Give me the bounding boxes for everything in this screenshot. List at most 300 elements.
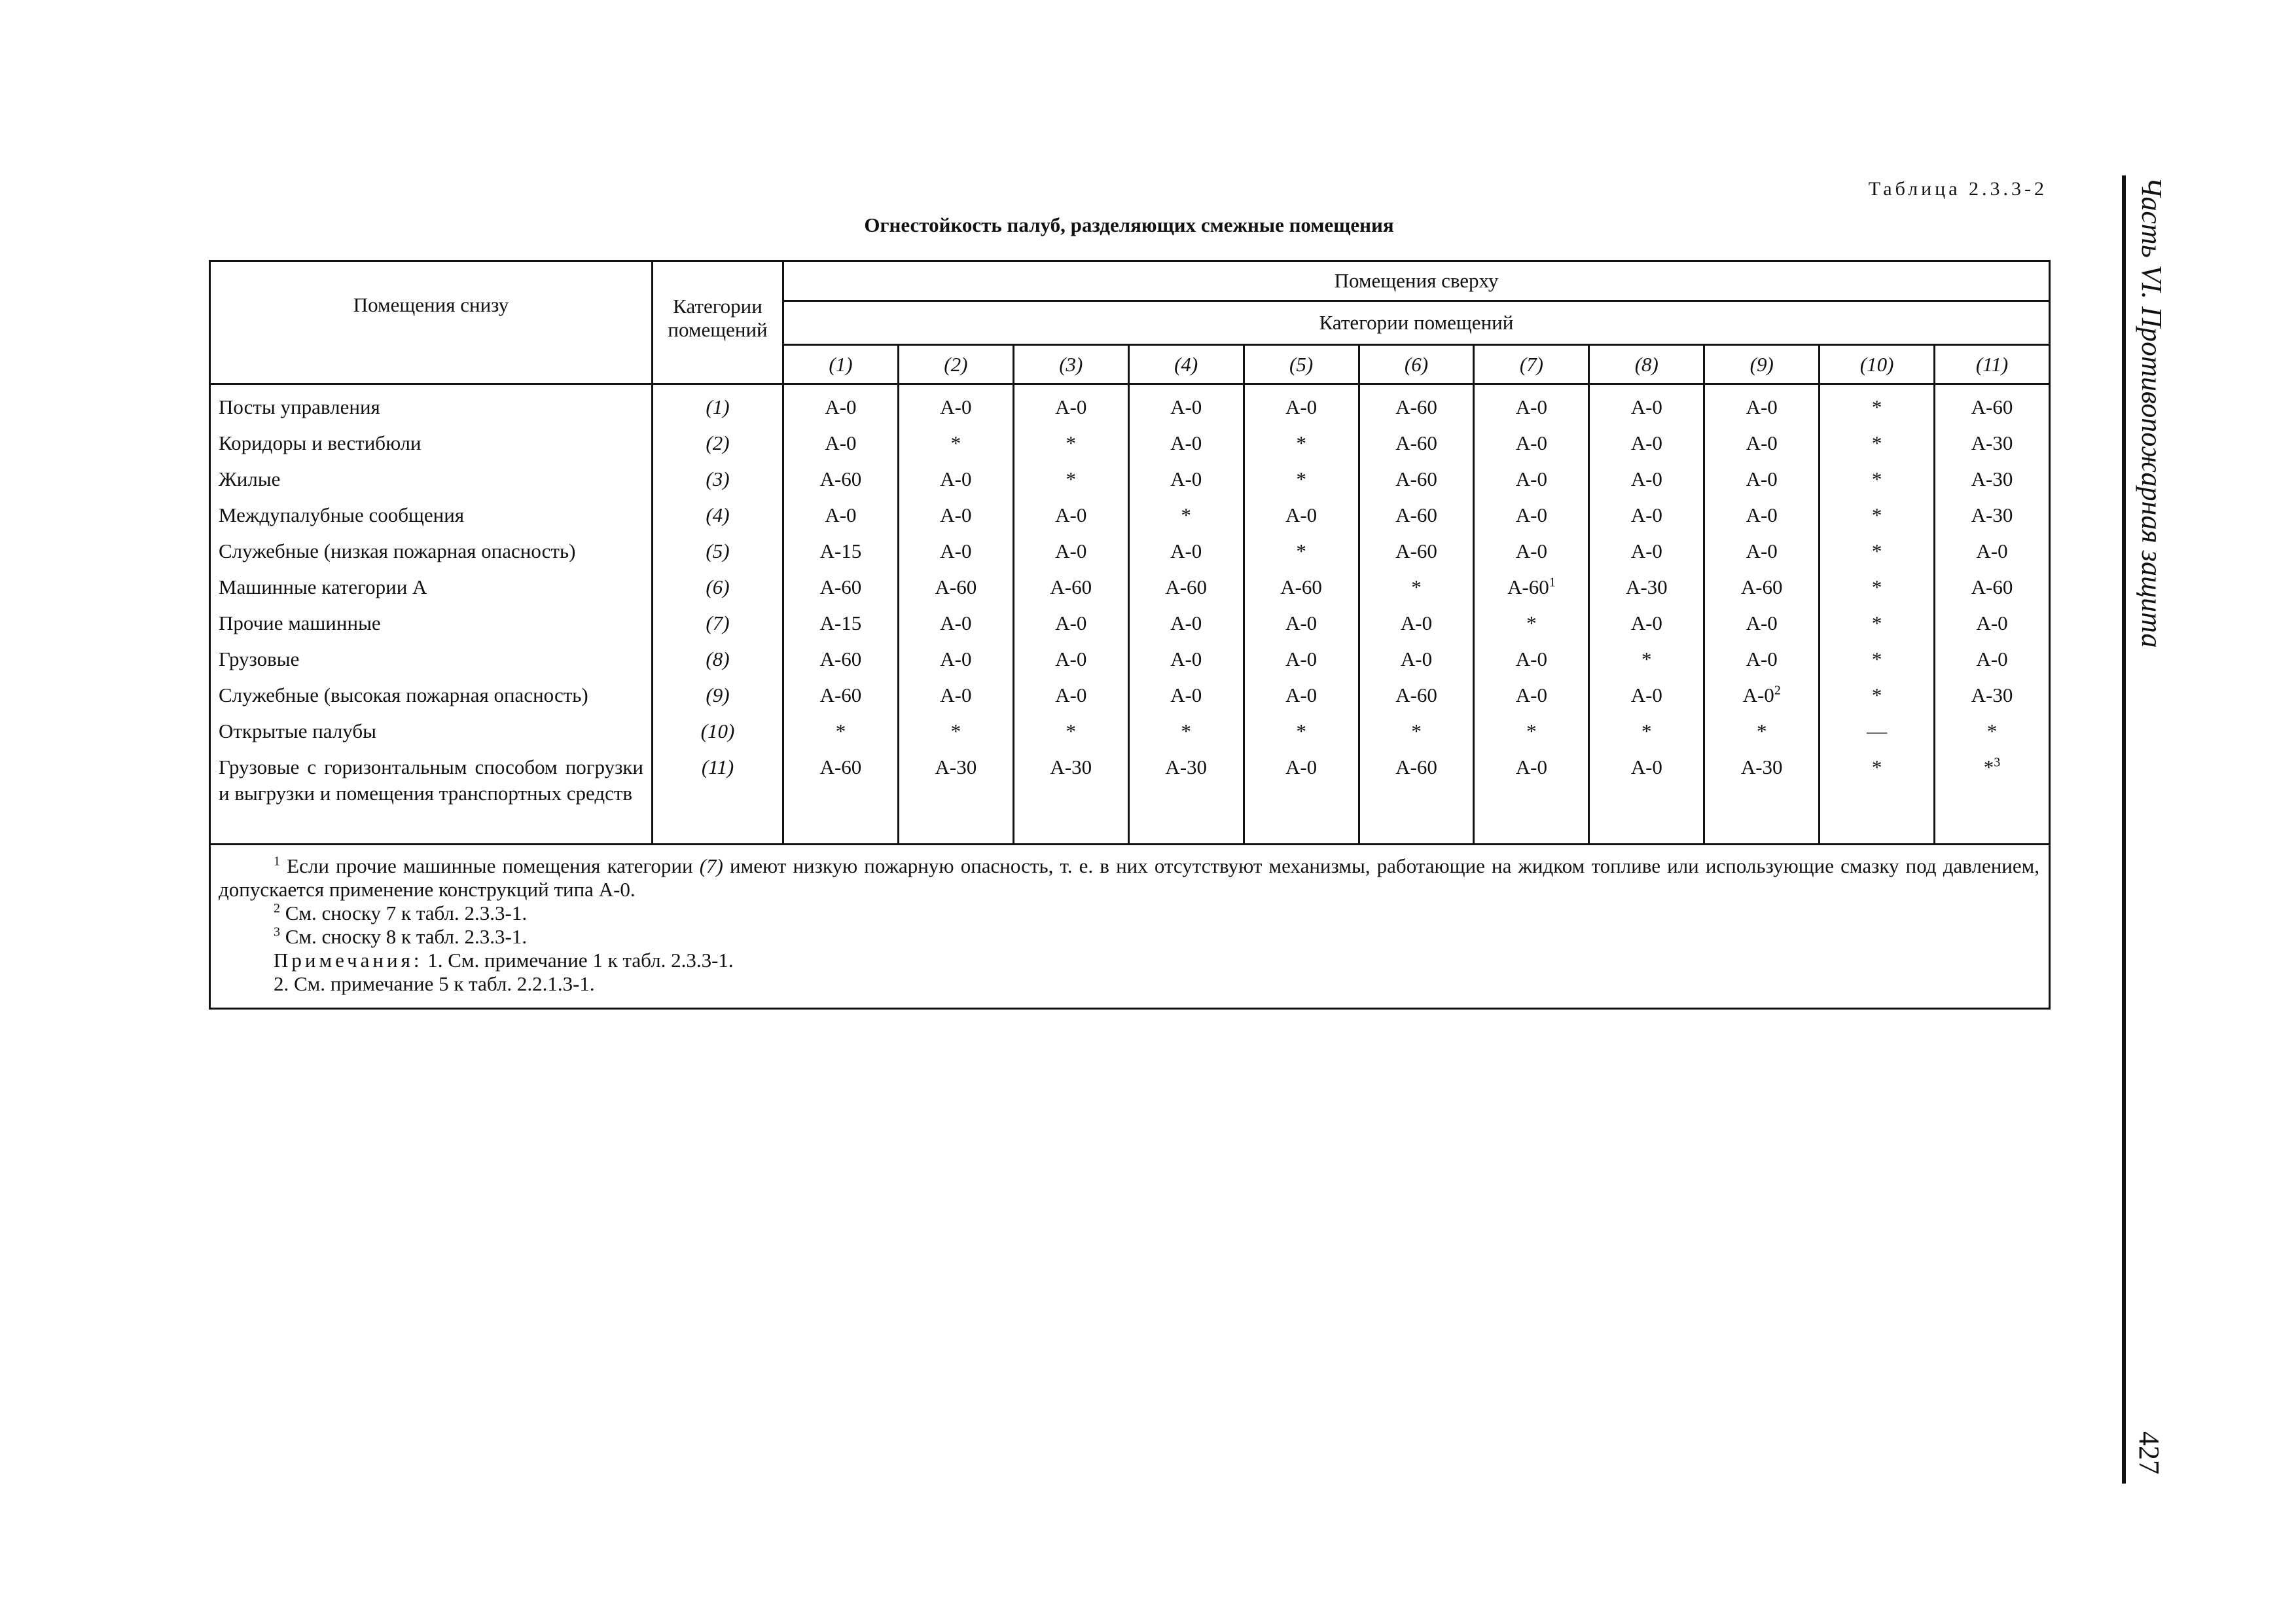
room-name: Открытые палубы — [210, 713, 653, 749]
rating-cell — [1704, 605, 1820, 641]
rating-cell — [1128, 677, 1244, 713]
rating-value: A-60 — [1280, 575, 1322, 598]
rating-cell — [898, 677, 1013, 713]
rating-cell — [1820, 533, 1935, 569]
rating-cell — [1128, 461, 1244, 497]
rating-value: A-0 — [1515, 539, 1547, 562]
rating-value: A-0 — [1630, 756, 1662, 778]
rating-value: A-15 — [819, 611, 862, 634]
rating-cell — [1589, 641, 1704, 677]
rating-value: A-0 — [1630, 611, 1662, 634]
column-number: (11) — [1935, 345, 2050, 384]
rating-value: A-30 — [935, 756, 977, 778]
rating-value: A-60 — [1740, 575, 1783, 598]
rating-value: A-60 — [819, 756, 862, 778]
rating-value: A-0 — [1055, 503, 1087, 526]
rating-cell — [1474, 384, 1589, 426]
rating-value: A-0 — [1170, 539, 1202, 562]
rating-value: * — [950, 720, 961, 742]
rating-value: A-0 — [940, 503, 972, 526]
rating-value: * — [1066, 431, 1077, 454]
rating-value: A-0 — [1285, 756, 1318, 778]
rating-cell — [783, 677, 899, 713]
room-category: (2) — [653, 425, 783, 461]
rating-value: A-60 — [1395, 467, 1437, 490]
rating-value: A-0 — [1746, 467, 1778, 490]
room-category: (11) — [653, 749, 783, 845]
running-title: Часть VI. Противопожарная защита — [2136, 177, 2168, 648]
rating-value: A-0 — [1285, 395, 1318, 418]
rating-cell — [1704, 677, 1820, 713]
rating-cell — [1359, 461, 1474, 497]
room-name: Междупалубные сообщения — [210, 497, 653, 533]
remark-2: 2. См. примечание 5 к табл. 2.2.1.3-1. — [274, 972, 595, 995]
rating-cell — [1589, 497, 1704, 533]
rating-value: * — [950, 431, 961, 454]
rating-cell — [1704, 384, 1820, 426]
rating-cell — [1704, 641, 1820, 677]
rating-value: A-60 — [1395, 503, 1437, 526]
rating-cell — [1474, 605, 1589, 641]
rating-value: * — [1181, 503, 1191, 526]
rating-cell — [1244, 425, 1359, 461]
rating-cell — [783, 641, 899, 677]
rating-cell — [1935, 533, 2050, 569]
rating-value: * — [1181, 720, 1191, 742]
rating-value: A-0 — [1746, 647, 1778, 670]
rating-value: A-0 — [940, 611, 972, 634]
rating-value: * — [1871, 647, 1882, 670]
column-number: (10) — [1820, 345, 1935, 384]
rating-cell — [1589, 749, 1704, 845]
rating-cell — [1820, 461, 1935, 497]
rating-cell — [1244, 461, 1359, 497]
rating-value: A-0 — [825, 431, 857, 454]
rating-cell — [1359, 569, 1474, 605]
rating-cell — [898, 641, 1013, 677]
rating-value: A-0 — [1746, 539, 1778, 562]
rating-cell — [1359, 605, 1474, 641]
rating-cell — [1128, 425, 1244, 461]
rating-value: A-0 — [1976, 611, 2008, 634]
rating-value: A-0 — [1746, 431, 1778, 454]
rating-value: A-0 — [1400, 647, 1433, 670]
rating-value: * — [835, 720, 846, 742]
rating-value: A-0 — [1630, 503, 1662, 526]
room-category: (7) — [653, 605, 783, 641]
rating-value: A-60 — [1395, 539, 1437, 562]
rating-cell — [1474, 497, 1589, 533]
remarks-label: Примечания: — [274, 949, 423, 972]
rating-value: * — [1296, 539, 1306, 562]
rating-cell — [1704, 497, 1820, 533]
footnote-1: $^1$ Если прочие машинные помещения категории (7) имеют низкую пожарную опасность, т. е. в них отсутствуют механизмы, работающие на жидком топливе или использующие смазку под давлением, допускается применение конструкций типа А-0. — [219, 854, 2040, 901]
rating-cell — [1704, 569, 1820, 605]
rating-value: * — [1871, 395, 1882, 418]
column-number: (8) — [1589, 345, 1704, 384]
rating-value: A-0 — [1285, 684, 1318, 706]
rating-cell — [1935, 497, 2050, 533]
rating-value: A-0 — [1515, 684, 1547, 706]
rating-value: A-0 — [1515, 395, 1547, 418]
rating-value: * — [1871, 467, 1882, 490]
rating-cell — [1013, 713, 1128, 749]
rating-value: A-60 — [1395, 756, 1437, 778]
rating-cell — [1474, 533, 1589, 569]
room-name: Грузовые — [210, 641, 653, 677]
footnote-ref: 1 — [1549, 575, 1556, 590]
rating-cell — [1474, 425, 1589, 461]
rating-cell — [783, 497, 899, 533]
column-number: (1) — [783, 345, 899, 384]
room-category: (1) — [653, 384, 783, 426]
rating-value: A-0 — [1055, 647, 1087, 670]
rating-cell — [1359, 533, 1474, 569]
column-number: (3) — [1013, 345, 1128, 384]
rating-cell — [1013, 605, 1128, 641]
rating-value: A-0 — [1170, 647, 1202, 670]
room-name: Грузовые с горизонтальным способом погрузки и выгрузки и помещения транспортных средств — [210, 749, 653, 845]
rating-cell — [1359, 677, 1474, 713]
rating-value: A-60 — [1395, 395, 1437, 418]
remark-1: Примечания: 1. См. примечание 1 к табл. 2.3.3-1. — [274, 949, 734, 972]
table-row — [210, 384, 2050, 426]
table-row — [210, 497, 2050, 533]
rating-cell — [1820, 713, 1935, 749]
column-number: (5) — [1244, 345, 1359, 384]
room-category: (9) — [653, 677, 783, 713]
table-row — [210, 641, 2050, 677]
rating-cell — [1013, 461, 1128, 497]
rating-value: A-60 — [819, 467, 862, 490]
rating-cell — [1704, 533, 1820, 569]
rating-value: A-0 — [1630, 431, 1662, 454]
rating-cell — [1013, 533, 1128, 569]
rating-value: A-30 — [1971, 684, 2013, 706]
rating-value: A-60 — [1395, 684, 1437, 706]
rating-value: A-0 — [1746, 395, 1778, 418]
rating-cell — [1128, 605, 1244, 641]
room-name: Служебные (низкая пожарная опасность) — [210, 533, 653, 569]
rating-value: * — [1526, 720, 1537, 742]
rating-value: A-60 — [819, 647, 862, 670]
rating-cell — [783, 713, 899, 749]
rating-cell — [1474, 749, 1589, 845]
rating-value: A-30 — [1625, 575, 1668, 598]
rating-value: * — [1411, 575, 1422, 598]
rating-cell — [898, 713, 1013, 749]
table-row — [210, 425, 2050, 461]
rating-value: * — [1066, 720, 1077, 742]
rating-value: * — [1296, 467, 1306, 490]
rating-cell — [1820, 605, 1935, 641]
rating-cell — [1935, 569, 2050, 605]
rating-value: A-0 — [1515, 467, 1547, 490]
room-name: Машинные категории А — [210, 569, 653, 605]
column-number: (6) — [1359, 345, 1474, 384]
rating-cell — [1935, 605, 2050, 641]
rating-cell — [1359, 384, 1474, 426]
rating-cell — [898, 497, 1013, 533]
rating-cell — [783, 425, 899, 461]
rating-value: A-0 — [1400, 611, 1433, 634]
rating-cell — [1359, 497, 1474, 533]
rating-cell — [1820, 497, 1935, 533]
rating-value: A-0 — [1055, 395, 1087, 418]
rating-value: A-0 — [1630, 467, 1662, 490]
rating-cell — [1820, 569, 1935, 605]
rating-value: A-0 — [940, 539, 972, 562]
room-category: (3) — [653, 461, 783, 497]
rating-value: * — [1871, 684, 1882, 706]
rating-cell — [1589, 384, 1704, 426]
rating-value: A-30 — [1971, 503, 2013, 526]
footnote-mark: 3 — [274, 924, 280, 939]
column-number: (2) — [898, 345, 1013, 384]
rating-cell — [1013, 749, 1128, 845]
rating-cell — [898, 605, 1013, 641]
rating-value: A-60 — [1971, 575, 2013, 598]
rating-cell — [1013, 425, 1128, 461]
rating-cell — [1244, 677, 1359, 713]
rating-cell — [1244, 641, 1359, 677]
rating-cell — [1589, 713, 1704, 749]
rating-value: * — [1871, 503, 1882, 526]
rating-cell — [1128, 384, 1244, 426]
rating-cell — [898, 533, 1013, 569]
rating-cell — [1589, 533, 1704, 569]
rating-value: * — [1066, 467, 1077, 490]
rating-value: A-0 — [1976, 539, 2008, 562]
rating-cell — [1935, 641, 2050, 677]
rating-cell — [1128, 641, 1244, 677]
rating-value: A-0 — [1515, 431, 1547, 454]
rating-value: A-60 — [1971, 395, 2013, 418]
room-category: (4) — [653, 497, 783, 533]
rating-value: A-0 — [825, 503, 857, 526]
header-categories-top: Категории помещений — [783, 301, 2050, 345]
rating-cell — [1704, 713, 1820, 749]
rating-value: * — [1983, 756, 1994, 778]
rating-value: * — [1296, 720, 1306, 742]
footnote-mark: 1 — [274, 854, 280, 869]
rating-cell — [1013, 569, 1128, 605]
rating-value: * — [1296, 431, 1306, 454]
rating-value: A-30 — [1971, 431, 2013, 454]
rating-value: * — [1641, 720, 1652, 742]
rating-value: A-60 — [935, 575, 977, 598]
room-name: Служебные (высокая пожарная опасность) — [210, 677, 653, 713]
table-row — [210, 569, 2050, 605]
room-category: (8) — [653, 641, 783, 677]
rating-value: A-0 — [1170, 684, 1202, 706]
rating-value: A-0 — [940, 467, 972, 490]
footnote-ref: 2 — [1774, 683, 1781, 698]
rating-cell — [898, 569, 1013, 605]
side-rule — [2122, 175, 2126, 1484]
header-rooms-above: Помещения сверху — [783, 261, 2050, 301]
rating-value: A-60 — [1395, 431, 1437, 454]
rating-value: A-0 — [1976, 647, 2008, 670]
rating-value: A-60 — [1050, 575, 1092, 598]
table-number-label: Таблица 2.3.3-2 — [1868, 178, 2047, 200]
table-row — [210, 713, 2050, 749]
rating-value: A-0 — [1746, 611, 1778, 634]
rating-value: A-0 — [940, 684, 972, 706]
rating-value: A-30 — [1740, 756, 1783, 778]
header-categories-left: Категории помещений — [653, 261, 783, 384]
room-category: (6) — [653, 569, 783, 605]
rating-value: A-0 — [825, 395, 857, 418]
rating-value: A-0 — [1630, 539, 1662, 562]
rating-value: * — [1986, 720, 1998, 742]
rating-cell — [1589, 425, 1704, 461]
room-name: Посты управления — [210, 384, 653, 426]
table-row — [210, 749, 2050, 845]
rating-cell — [1128, 569, 1244, 605]
rating-value: A-30 — [1050, 756, 1092, 778]
rating-cell — [898, 749, 1013, 845]
rating-cell — [1474, 713, 1589, 749]
rating-value: A-0 — [1170, 611, 1202, 634]
rating-value: A-0 — [1055, 611, 1087, 634]
rating-cell — [1820, 641, 1935, 677]
rating-cell — [1474, 677, 1589, 713]
room-name: Прочие машинные — [210, 605, 653, 641]
rating-cell — [1704, 749, 1820, 845]
rating-cell — [1128, 713, 1244, 749]
rating-cell — [1359, 749, 1474, 845]
rating-cell — [783, 749, 899, 845]
rating-cell — [1474, 641, 1589, 677]
table-row — [210, 461, 2050, 497]
rating-cell — [1820, 425, 1935, 461]
rating-value: A-15 — [819, 539, 862, 562]
header-rooms-below: Помещения снизу — [210, 261, 653, 384]
rating-value: A-0 — [1285, 611, 1318, 634]
rating-cell — [1589, 569, 1704, 605]
rating-cell — [1589, 605, 1704, 641]
footnote-3: $^3$ См. сноску 8 к табл. 2.3.3-1. — [274, 924, 528, 948]
rating-cell — [1704, 425, 1820, 461]
column-number: (9) — [1704, 345, 1820, 384]
rating-cell — [1013, 641, 1128, 677]
rating-cell — [1013, 497, 1128, 533]
rating-cell — [1820, 749, 1935, 845]
rating-value: * — [1756, 720, 1767, 742]
rating-value: * — [1871, 575, 1882, 598]
rating-cell — [783, 605, 899, 641]
rating-cell — [783, 533, 899, 569]
table-row — [210, 533, 2050, 569]
rating-value: A-0 — [1515, 647, 1547, 670]
footnote-ref: 3 — [1994, 755, 2001, 770]
rating-cell — [1935, 749, 2050, 845]
rating-value: A-0 — [1285, 503, 1318, 526]
rating-value: A-0 — [1630, 684, 1662, 706]
rating-value: A-0 — [1742, 684, 1774, 706]
rating-value: A-60 — [1507, 575, 1549, 598]
rating-value: A-0 — [940, 395, 972, 418]
rating-value: A-60 — [819, 575, 862, 598]
rating-cell — [1013, 384, 1128, 426]
room-name: Жилые — [210, 461, 653, 497]
table-body — [210, 384, 2050, 845]
rating-cell — [1244, 569, 1359, 605]
rating-cell — [1820, 384, 1935, 426]
rating-value: A-0 — [1170, 431, 1202, 454]
rating-cell — [1244, 713, 1359, 749]
rating-value: * — [1871, 611, 1882, 634]
rating-cell — [1244, 497, 1359, 533]
column-number: (4) — [1128, 345, 1244, 384]
rating-value: A-0 — [1055, 684, 1087, 706]
notes-block — [210, 845, 2050, 1009]
rating-cell — [1013, 677, 1128, 713]
room-name: Коридоры и вестибюли — [210, 425, 653, 461]
rating-cell — [898, 461, 1013, 497]
rating-cell — [898, 384, 1013, 426]
rating-cell — [1359, 425, 1474, 461]
rating-value: A-0 — [1055, 539, 1087, 562]
fire-resistance-table — [209, 260, 2051, 1010]
rating-cell — [1244, 533, 1359, 569]
rating-cell — [1704, 461, 1820, 497]
rating-value: * — [1411, 720, 1422, 742]
rating-value: * — [1871, 756, 1882, 778]
rating-value: * — [1871, 431, 1882, 454]
rating-cell — [1474, 461, 1589, 497]
rating-cell — [1359, 641, 1474, 677]
rating-cell — [1474, 569, 1589, 605]
rating-value: — — [1867, 720, 1888, 742]
rating-cell — [1244, 749, 1359, 845]
rating-cell — [1935, 425, 2050, 461]
rating-cell — [783, 384, 899, 426]
rating-value: * — [1641, 647, 1652, 670]
rating-value: * — [1526, 611, 1537, 634]
rating-value: A-0 — [1630, 395, 1662, 418]
table-row — [210, 605, 2050, 641]
rating-cell — [1935, 384, 2050, 426]
footnote-mark: 2 — [274, 901, 280, 916]
rating-cell — [1820, 677, 1935, 713]
room-category: (5) — [653, 533, 783, 569]
rating-cell — [1128, 497, 1244, 533]
footnote-2: $^2$ См. сноску 7 к табл. 2.3.3-1. — [274, 901, 528, 924]
rating-value: A-0 — [1746, 503, 1778, 526]
rating-value: A-0 — [940, 647, 972, 670]
rating-cell — [1589, 677, 1704, 713]
rating-value: A-0 — [1515, 756, 1547, 778]
rating-cell — [1244, 384, 1359, 426]
rating-cell — [783, 461, 899, 497]
rating-cell — [1935, 677, 2050, 713]
page-number: 427 — [2133, 1431, 2165, 1474]
table-row — [210, 677, 2050, 713]
rating-value: A-0 — [1285, 647, 1318, 670]
rating-cell — [1935, 461, 2050, 497]
rating-cell — [1244, 605, 1359, 641]
table-caption: Огнестойкость палуб, разделяющих смежные помещения — [864, 213, 1394, 236]
rating-value: A-60 — [1165, 575, 1208, 598]
rating-value: A-0 — [1170, 395, 1202, 418]
rating-value: A-60 — [819, 684, 862, 706]
rating-cell — [1935, 713, 2050, 749]
rating-value: A-0 — [1515, 503, 1547, 526]
rating-cell — [1128, 749, 1244, 845]
column-number: (7) — [1474, 345, 1589, 384]
